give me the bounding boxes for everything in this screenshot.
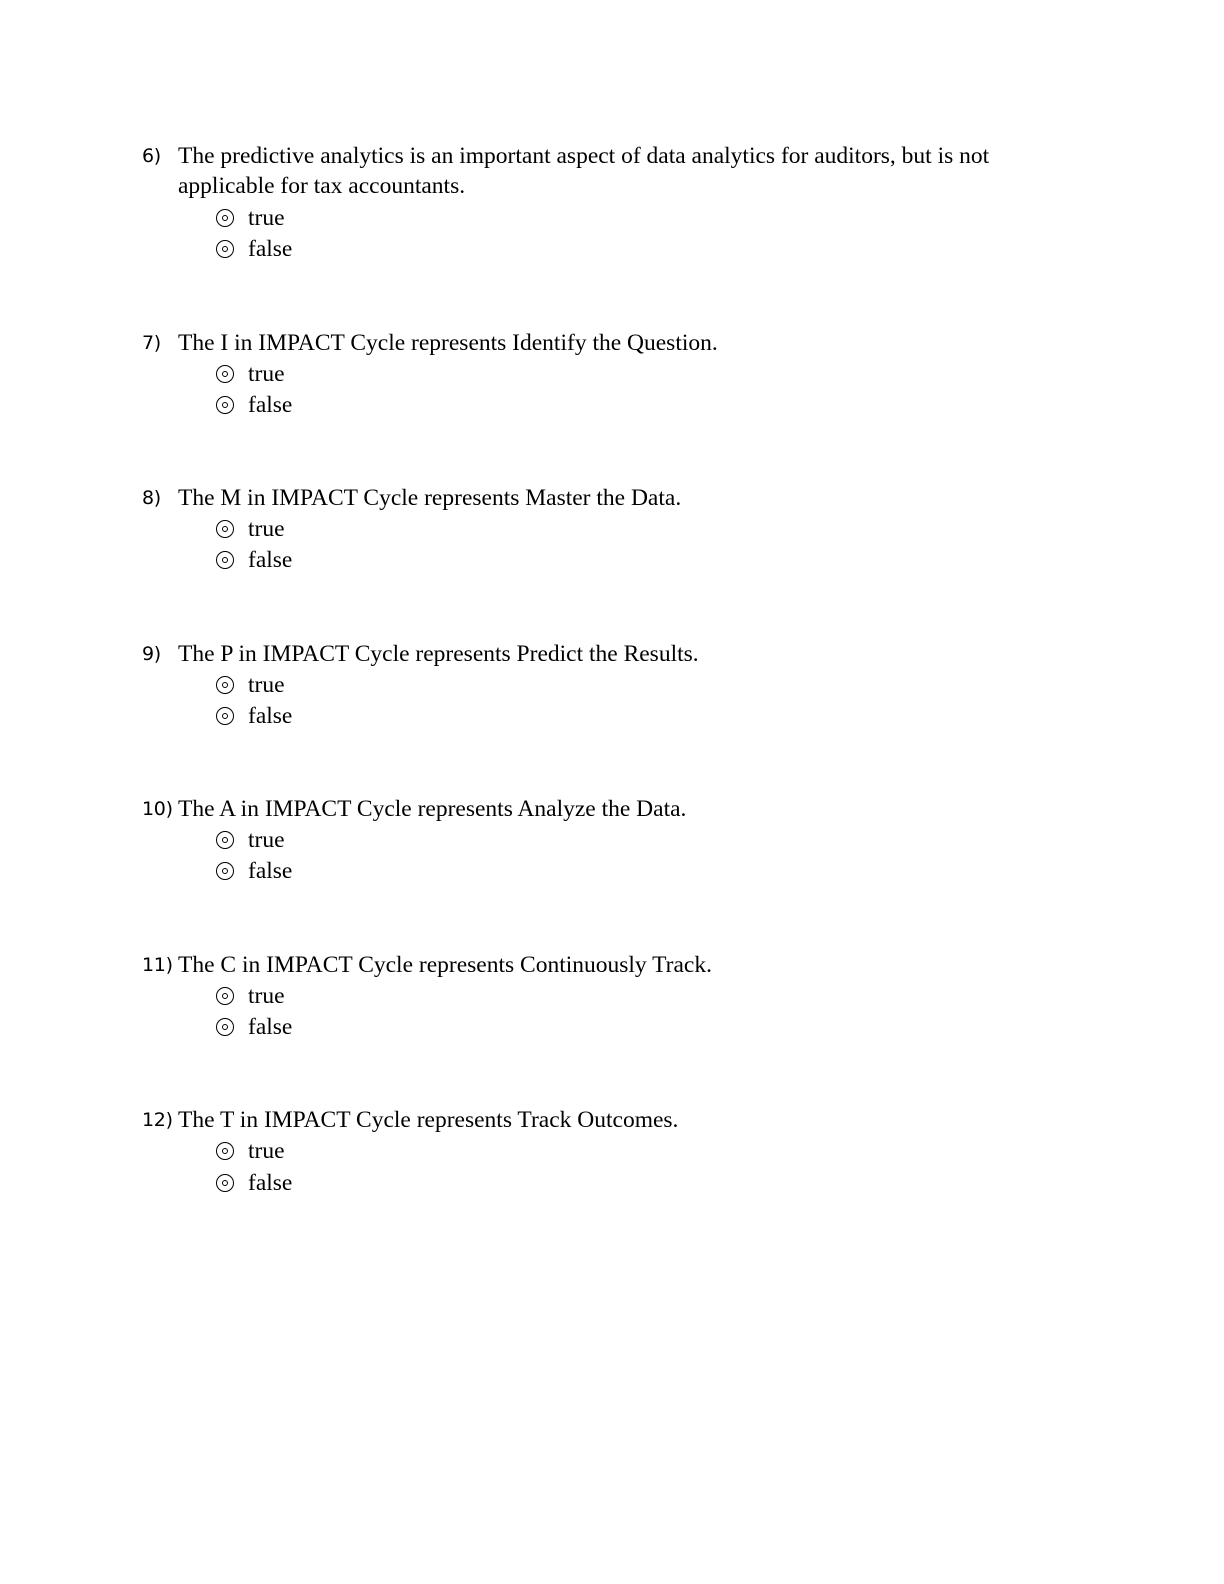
question-text: The predictive analytics is an important aspect of data analytics for auditors, but is not applicable for tax accountants. <box>178 143 990 199</box>
option-label: false <box>248 703 293 729</box>
option-false[interactable] <box>214 390 292 420</box>
radio-button-icon[interactable] <box>216 707 234 725</box>
question-number: 12) <box>142 1109 173 1131</box>
option-true[interactable] <box>214 670 285 700</box>
radio-button-icon[interactable] <box>216 676 234 694</box>
radio-button-icon[interactable] <box>216 365 234 383</box>
radio-button-icon[interactable] <box>216 987 234 1005</box>
radio-button-icon[interactable] <box>216 1174 234 1192</box>
radio-button-icon[interactable] <box>216 240 234 258</box>
radio-button-icon[interactable] <box>216 520 234 538</box>
radio-button-icon[interactable] <box>216 209 234 227</box>
question-text: The T in IMPACT Cycle represents Track Outcomes. <box>178 1107 679 1133</box>
question-text: The A in IMPACT Cycle represents Analyze the Data. <box>178 796 687 822</box>
question-number: 11) <box>142 954 173 976</box>
question-number: 10) <box>142 798 173 820</box>
question-text: The I in IMPACT Cycle represents Identify the Question. <box>178 330 718 356</box>
option-true[interactable] <box>214 514 285 544</box>
question-number: 9) <box>142 643 161 665</box>
option-true[interactable] <box>214 981 285 1011</box>
option-label: false <box>248 236 293 262</box>
question-number: 7) <box>142 332 161 354</box>
option-label: false <box>248 1014 293 1040</box>
option-label: true <box>248 983 285 1009</box>
radio-button-icon[interactable] <box>216 862 234 880</box>
option-false[interactable] <box>214 1012 292 1042</box>
option-true[interactable] <box>214 1136 285 1166</box>
option-label: true <box>248 1138 285 1164</box>
option-false[interactable] <box>214 701 292 731</box>
option-label: false <box>248 1170 293 1196</box>
radio-button-icon[interactable] <box>216 831 234 849</box>
radio-button-icon[interactable] <box>216 1142 234 1160</box>
question-text: The C in IMPACT Cycle represents Continuously Track. <box>178 952 712 978</box>
option-label: true <box>248 361 285 387</box>
option-true[interactable] <box>214 359 285 389</box>
option-label: true <box>248 672 285 698</box>
option-label: false <box>248 392 293 418</box>
question-number: 6) <box>142 145 161 167</box>
option-false[interactable] <box>214 856 292 886</box>
question-text: The P in IMPACT Cycle represents Predict the Results. <box>178 641 699 667</box>
option-false[interactable] <box>214 234 292 264</box>
radio-button-icon[interactable] <box>216 1018 234 1036</box>
radio-button-icon[interactable] <box>216 396 234 414</box>
option-label: false <box>248 547 293 573</box>
option-label: true <box>248 205 285 231</box>
option-true[interactable] <box>214 825 285 855</box>
option-false[interactable] <box>214 545 292 575</box>
option-true[interactable] <box>214 203 285 233</box>
option-label: true <box>248 827 285 853</box>
question-number: 8) <box>142 487 161 509</box>
option-false[interactable] <box>214 1168 292 1198</box>
option-label: false <box>248 858 293 884</box>
radio-button-icon[interactable] <box>216 551 234 569</box>
option-label: true <box>248 516 285 542</box>
question-text: The M in IMPACT Cycle represents Master the Data. <box>178 485 682 511</box>
